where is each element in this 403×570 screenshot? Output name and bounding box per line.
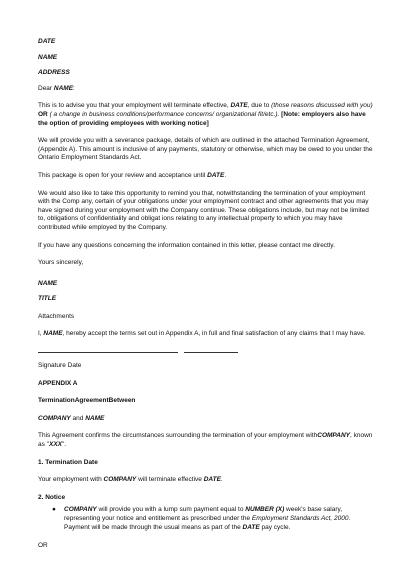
signature-date-label: Signature Date — [38, 362, 82, 370]
severance-paragraph: We will provide you with a severance package, details of which are outlined in the attached Termination Agreement, (Appendix A). This amount is inclusive of any payments, statutory or otherwise, which may be owed to you under the Ontario Employment Standards Act. — [38, 137, 373, 162]
appendix-subtitle: TerminationAgreementBetween — [38, 397, 136, 405]
attachments-label: Attachments — [38, 312, 75, 320]
or-label: OR — [38, 542, 48, 550]
obligations-paragraph: We would also like to take this opportunity to remind you that, notwithstanding the termination of your employment with the Comp any, certain of your obligations under your employment contract and other agreements that you may have signed during your employment with the Company continue. These obligations include, but may not be limited to, obligations of confidentiality and obligat ions relating to any intellectual property to which you may have contributed while employed by the Company. — [38, 189, 369, 231]
party-company: COMPANY — [38, 414, 71, 422]
acceptance-date: DATE — [207, 171, 225, 179]
acceptance-statement: I, NAME, hereby accept the terms set out in Appendix A, in full and final satisfaction of any claims that I may have. — [38, 330, 366, 338]
working-notice-note: [Note: employers also have the option of providing employees with working notice] — [38, 110, 366, 127]
signer-title: TITLE — [38, 295, 57, 303]
date-field: DATE — [38, 38, 56, 45]
reason-text: (those reasons discussed with you) — [271, 102, 373, 110]
notice-bullet-list — [38, 506, 373, 532]
party-name: NAME — [85, 414, 105, 422]
section-notice-heading: 2. Notice — [38, 493, 66, 501]
appendix-parties: COMPANY and NAME — [38, 414, 105, 422]
appendix-title: APPENDIX A — [38, 379, 78, 387]
package-deadline-paragraph: This package is open for your review and acceptance until DATE. — [38, 171, 227, 179]
address-field: ADDRESS — [38, 69, 70, 77]
effective-date: DATE — [230, 102, 248, 110]
date-line — [184, 351, 238, 353]
salutation-name: NAME — [53, 84, 74, 92]
section-termination-date-text: Your employment with COMPANY will terminate effective DATE. — [38, 476, 223, 484]
signer-name: NAME — [38, 279, 58, 287]
signature-line — [38, 351, 178, 353]
questions-paragraph: If you have any questions concerning the information contained in this letter, please contact me directly. — [38, 241, 335, 249]
termination-paragraph: This is to advise you that your employment will terminate effective, DATE, due to (those reasons discussed with you) OR ( a change in business conditions/performance concerns/ organizational fit/etc.). [Note: employers also have the option of providing employees with working notice] — [38, 102, 373, 127]
signature-lines — [38, 351, 373, 353]
change-text: ( a change in business conditions/performance concerns/ organizational fit/etc.). — [49, 110, 280, 118]
recipient-name-field: NAME — [38, 53, 58, 61]
list-item: ● COMPANY will provide you with a lump sum payment equal to NUMBER (X) week's base salary, representing your notice and entitlement as prescribed under the Employment Standards Act, 2000. Payment will be made through the usual means as part of the DATE pay cycle. — [52, 506, 351, 531]
salutation: Dear NAME: — [38, 84, 75, 92]
closing: Yours sincerely, — [38, 259, 84, 267]
section-termination-date-heading: 1. Termination Date — [38, 458, 98, 466]
agreement-intro: This Agreement confirms the circumstances surrounding the termination of your employment withCOMPANY, known as "XXX". — [38, 432, 373, 449]
bullet-icon: ● — [52, 506, 56, 514]
acceptance-name: NAME — [43, 330, 63, 338]
